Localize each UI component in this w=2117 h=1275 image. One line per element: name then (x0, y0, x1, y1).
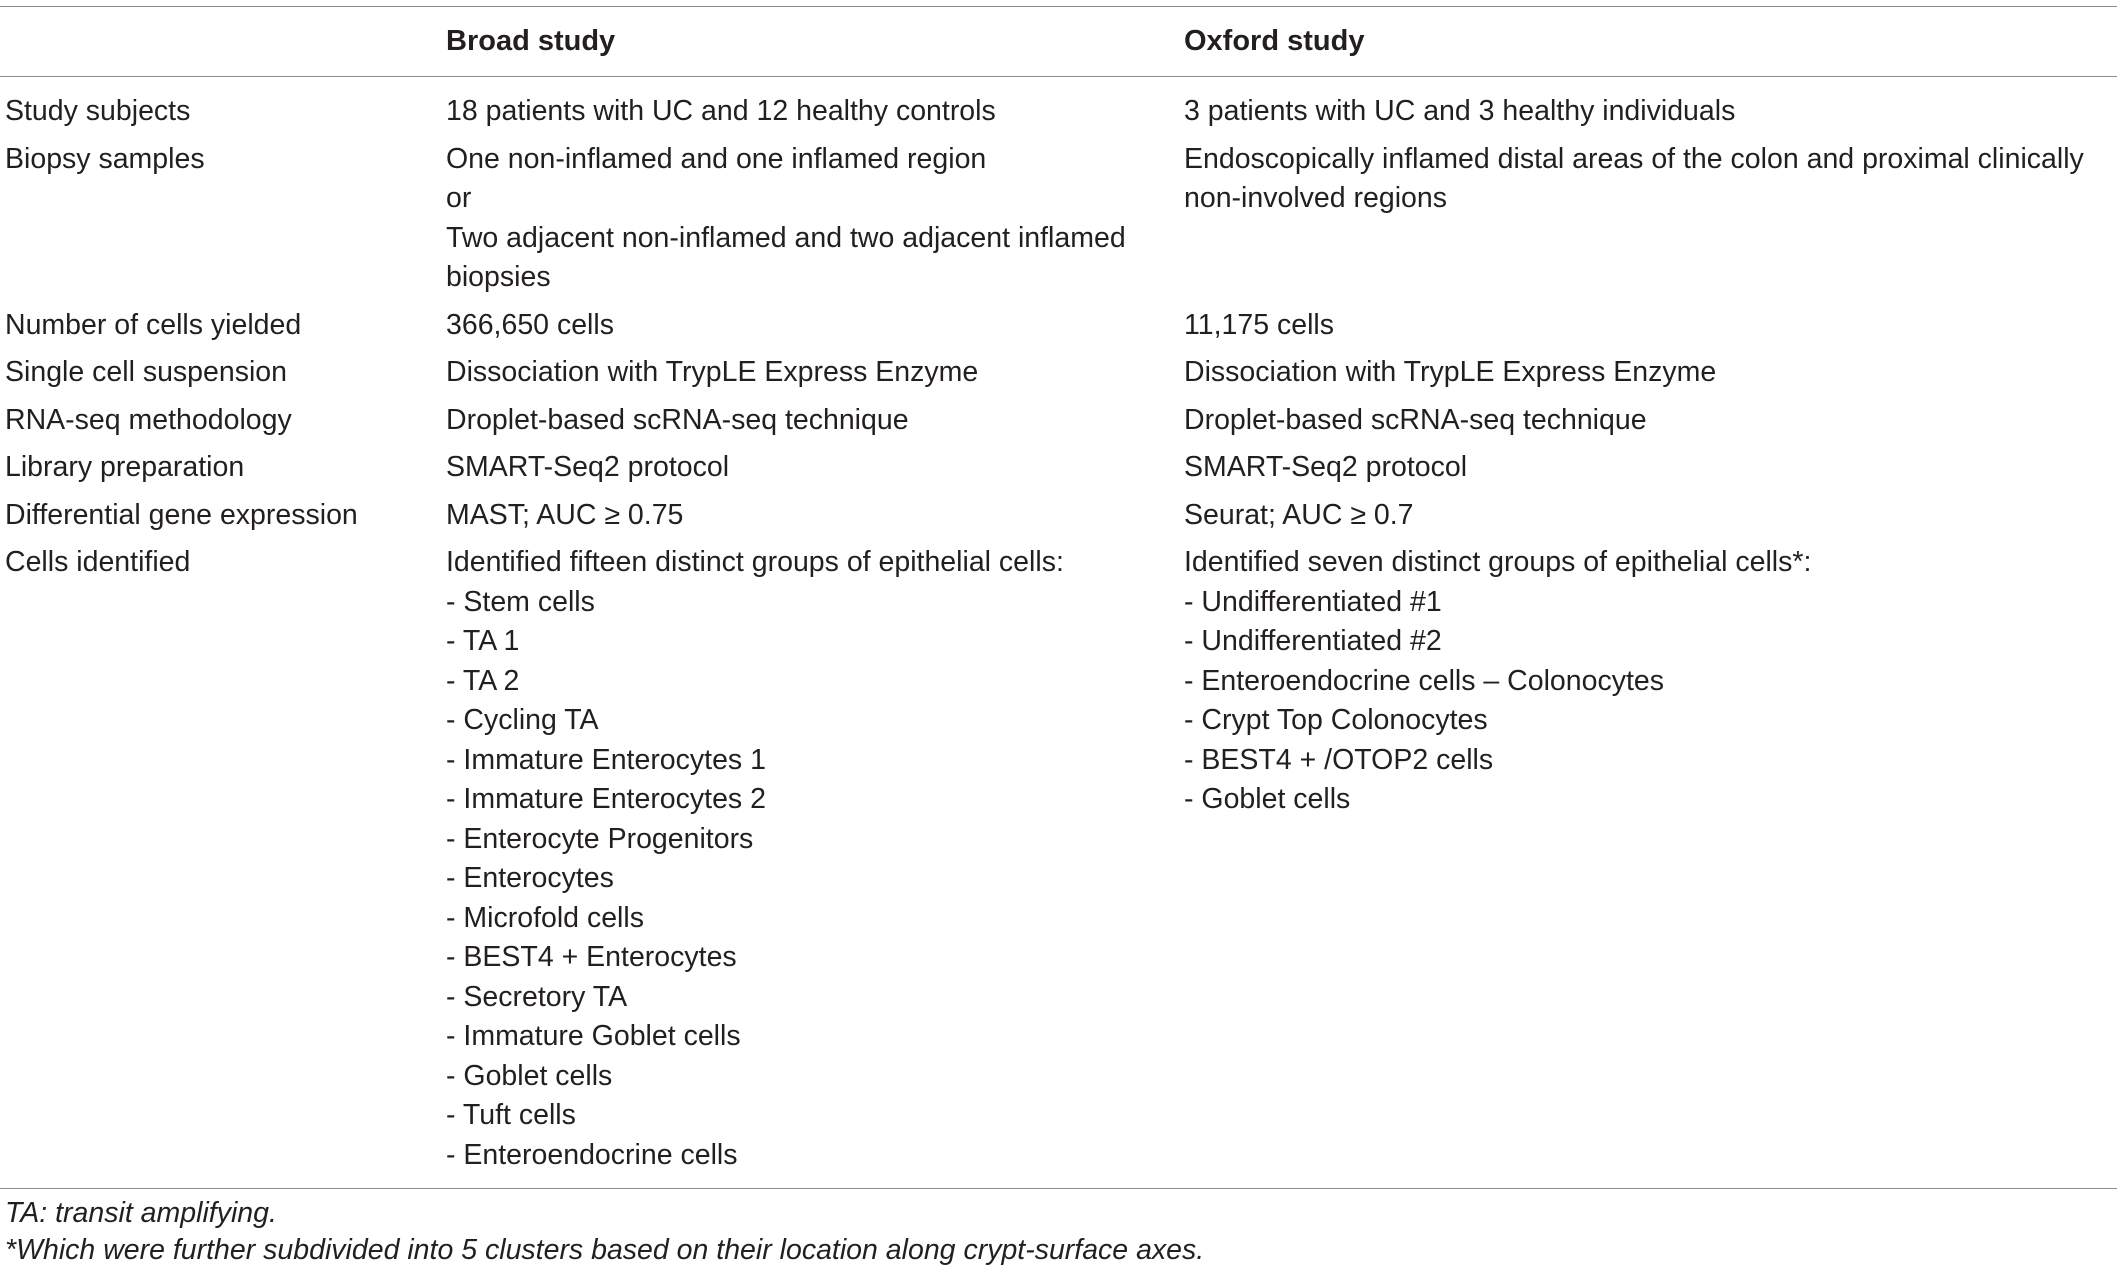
broad-cell (446, 306, 1184, 346)
list-item: - Immature Enterocytes 1 (446, 743, 766, 776)
list-item: - Enteroendocrine cells (446, 1138, 738, 1171)
list-item: - Immature Goblet cells (446, 1020, 741, 1052)
table-top-rule (0, 6, 2117, 7)
table-body (0, 92, 2117, 1183)
oxford-cell (1184, 448, 2117, 488)
list-item: - Enterocyte Progenitors (446, 822, 754, 855)
cell-text: Droplet-based scRNA-seq technique (446, 403, 909, 436)
list-item: - Undifferentiated #1 (1184, 585, 1442, 618)
cell-text: Two adjacent non-inflamed and two adjacent inflamed biopsies (446, 221, 1126, 293)
table-row (0, 92, 2117, 140)
table-row (0, 353, 2117, 401)
list-item: - Immature Enterocytes 2 (446, 783, 766, 815)
header-rule (0, 76, 2117, 77)
cell-text: 11,175 cells (1184, 308, 1334, 341)
cell-text: 366,650 cells (446, 308, 614, 341)
oxford-cell (1184, 92, 2117, 132)
oxford-cell (1184, 543, 2117, 1175)
oxford-cell (1184, 140, 2117, 298)
row-label: RNA-seq methodology (5, 403, 292, 436)
list-item: - Secretory TA (446, 980, 628, 1013)
table-row (0, 306, 2117, 354)
table-row-cells-identified (0, 543, 2117, 1183)
cell-text: Endoscopically inflamed distal areas of the colon and proximal clinically non-involved regions (1184, 142, 2084, 214)
cell-intro: Identified seven distinct groups of epithelial cells*: (1184, 546, 1812, 578)
cell-text: Dissociation with TrypLE Express Enzyme (446, 356, 979, 388)
row-label: Single cell suspension (5, 356, 288, 388)
table-row (0, 401, 2117, 449)
list-item: - TA 2 (446, 664, 520, 697)
cell-text: SMART-Seq2 protocol (1184, 451, 1468, 483)
list-item: - Microfold cells (446, 901, 644, 934)
cell-text: Dissociation with TrypLE Express Enzyme (1184, 356, 1717, 388)
table-row (0, 140, 2117, 306)
table-row (0, 496, 2117, 544)
row-label: Differential gene expression (5, 498, 358, 531)
list-item: - TA 1 (446, 625, 520, 657)
broad-cell (446, 92, 1184, 132)
cell-text: 18 patients with UC and 12 healthy controls (446, 95, 996, 127)
broad-cell (446, 543, 1184, 1175)
list-item: - BEST4 + Enterocytes (446, 941, 737, 973)
list-item: - Goblet cells (446, 1059, 613, 1092)
row-label: Library preparation (5, 451, 245, 483)
oxford-cell (1184, 306, 2117, 346)
list-item: - Goblet cells (1184, 783, 1351, 815)
oxford-cell (1184, 496, 2117, 536)
list-item: - Enterocytes (446, 862, 614, 894)
list-item: - Enteroendocrine cells – Colonocytes (1184, 664, 1665, 697)
broad-cell (446, 140, 1184, 298)
oxford-cell (1184, 353, 2117, 393)
row-label: Study subjects (5, 95, 191, 127)
cell-intro: Identified fifteen distinct groups of epithelial cells: (446, 546, 1064, 578)
cell-text: or (446, 182, 472, 214)
broad-cell (446, 353, 1184, 393)
row-label: Number of cells yielded (5, 308, 302, 341)
list-item: - Undifferentiated #2 (1184, 625, 1442, 657)
list-item: - BEST4 + /OTOP2 cells (1184, 743, 1494, 776)
table-footnotes (5, 1195, 1204, 1269)
list-item: - Stem cells (446, 585, 595, 618)
table-bottom-rule (0, 1188, 2117, 1189)
broad-cell (446, 496, 1184, 536)
cell-text: One non-inflamed and one inflamed region (446, 142, 987, 175)
table-row (0, 448, 2117, 496)
cell-text: Seurat; AUC ≥ 0.7 (1184, 498, 1414, 531)
cell-text: 3 patients with UC and 3 healthy individuals (1184, 95, 1736, 127)
broad-cell (446, 448, 1184, 488)
footnote: TA: transit amplifying. (5, 1197, 277, 1229)
cell-text: MAST; AUC ≥ 0.75 (446, 498, 684, 531)
footnote: *Which were further subdivided into 5 clusters based on their location along crypt-surface axes. (5, 1234, 1205, 1266)
oxford-cell (1184, 401, 2117, 441)
row-label: Cells identified (5, 546, 191, 578)
header-oxford-study: Oxford study (1184, 25, 1365, 57)
cell-text: SMART-Seq2 protocol (446, 451, 730, 483)
cell-text: Droplet-based scRNA-seq technique (1184, 403, 1647, 436)
list-item: - Tuft cells (446, 1099, 576, 1131)
broad-cell (446, 401, 1184, 441)
header-broad-study: Broad study (446, 25, 616, 57)
list-item: - Crypt Top Colonocytes (1184, 704, 1488, 736)
row-label: Biopsy samples (5, 142, 205, 175)
list-item: - Cycling TA (446, 704, 599, 736)
